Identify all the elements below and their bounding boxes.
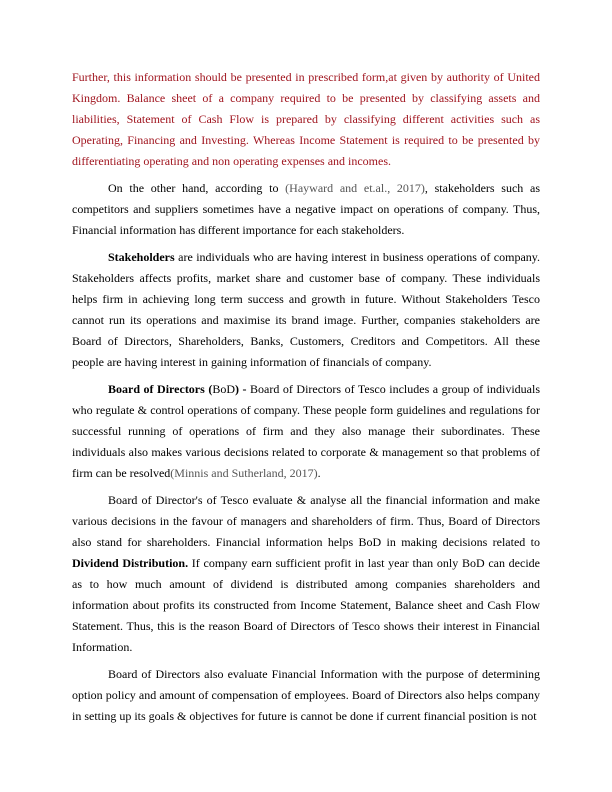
paragraph-stakeholders-impact: [72, 178, 540, 241]
document-body: [72, 67, 540, 733]
paragraph-text: If company earn sufficient profit in last year than only BoD can decide as to how much amount of dividend is distributed among companies shareholders and information about profits its constructed from Income Statement, Balance sheet and Cash Flow Statement. Thus, this is the reason Board of Directors of Tesco shows their interest in Financial Information.: [72, 556, 540, 654]
paragraph-text: Board of Directors of Tesco includes a group of individuals who regulate & control operations of company. These people form guidelines and regulations for successful running of operations of firm and they also manage their subordinates. These individuals also makes various decisions related to corporate & management so that problems of firm can be resolved: [72, 382, 540, 480]
citation: (Minnis and Sutherland, 2017): [170, 466, 318, 480]
paragraph-compensation-policy: [72, 664, 540, 727]
paragraph-text: , stakeholders such as competitors and suppliers sometimes have a negative impact on operations of company. Thus, Financial information has different importance for each stakeholders.: [72, 181, 540, 237]
paragraph-stakeholders-definition: [72, 247, 540, 373]
citation: (Hayward and et.al., 2017): [285, 181, 425, 195]
paragraph-text: On the other hand, according to: [108, 181, 286, 195]
paragraph-prescribed-form: [72, 67, 540, 172]
paragraph-board-of-directors: [72, 379, 540, 484]
paragraph-text: Further, this information should be presented in prescribed form,at given by authority of United Kingdom. Balance sheet of a company required to be presented by classifying assets and liabilities, Statement of Cash Flow is prepared by classifying different activities such as Operating, Financing and Investing. Whereas Income Statement is required to be presented by differentiating operating and non operating expenses and incomes.: [72, 70, 540, 168]
paragraph-dividend-distribution: [72, 490, 540, 658]
term-heading: Stakeholders: [108, 250, 175, 264]
term-abbreviation: BoD: [212, 382, 235, 396]
bold-term: Dividend Distribution.: [72, 556, 189, 570]
paragraph-text: Board of Directors also evaluate Financial Information with the purpose of determining option policy and amount of compensation of employees. Board of Directors also helps company in setting up its goals & objectives for future is cannot be done if current financial position is not: [72, 667, 540, 723]
term-heading: Board of Directors (: [108, 382, 213, 396]
term-heading-close: ) -: [235, 382, 247, 396]
paragraph-text: are individuals who are having interest in business operations of company. Stakeholders affects profits, market share and customer base of company. These individuals helps firm in achieving long term success and growth in future. Without Stakeholders Tesco cannot run its operations and maximise its brand image. Further, companies stakeholders are Board of Directors, Shareholders, Banks, Customers, Creditors and Competitors. All these people are having interest in gaining information of financials of company.: [72, 250, 540, 369]
paragraph-text: Board of Director's of Tesco evaluate & analyse all the financial information and make various decisions in the favour of managers and shareholders of firm. Thus, Board of Directors also stand for shareholders. Financial information helps BoD in making decisions related to: [72, 493, 540, 549]
paragraph-text-end: .: [317, 466, 321, 480]
